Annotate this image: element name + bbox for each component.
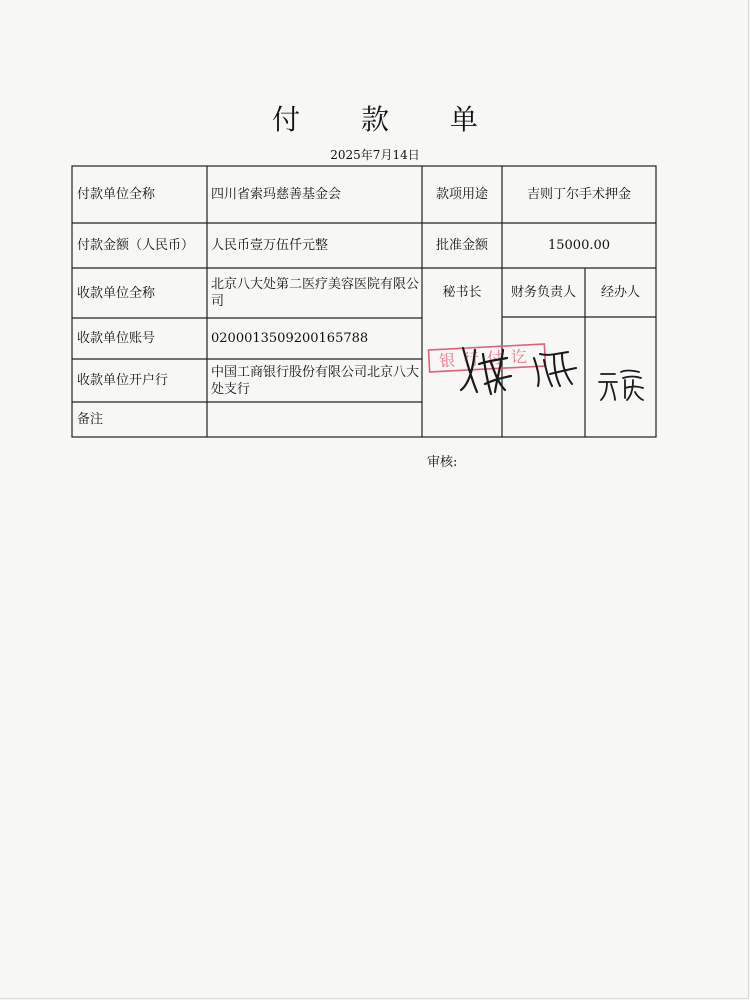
document-title: 付 款 单 [272,103,504,136]
approved-amount-label: 批准金额 [435,238,488,253]
bank-value: 中国工商银行股份有限公司北京八大处支行 [211,364,420,397]
svg-text:银行付讫: 银行付讫 [438,346,536,371]
account-number-value: 0200013509200165788 [211,331,369,346]
account-label: 收款单位账号 [77,331,156,346]
payer-name-label: 付款单位全称 [77,187,156,202]
purpose-value: 吉则丁尔手术押金 [526,187,631,202]
amount-label: 付款金额（人民币） [77,238,195,253]
finance-head-label: 财务负责人 [510,285,576,300]
remark-value [211,402,423,437]
review-label: 审核: [427,455,458,470]
bank-label: 收款单位开户行 [77,373,169,388]
payer-name-value: 四川省索玛慈善基金会 [211,187,342,202]
payee-name-label: 收款单位全称 [77,285,156,301]
approved-amount-value: 15000.00 [547,238,611,253]
handler-label: 经办人 [600,285,640,300]
purpose-label: 款项用途 [435,187,488,202]
amount-words-value: 人民币壹万伍仟元整 [211,238,329,253]
secretary-label: 秘书长 [442,285,482,300]
document-date: 2025年7月14日 [330,148,420,162]
payee-name-value: 北京八大处第二医疗美容医院有限公司 [211,277,420,309]
remark-label: 备注 [77,412,104,427]
